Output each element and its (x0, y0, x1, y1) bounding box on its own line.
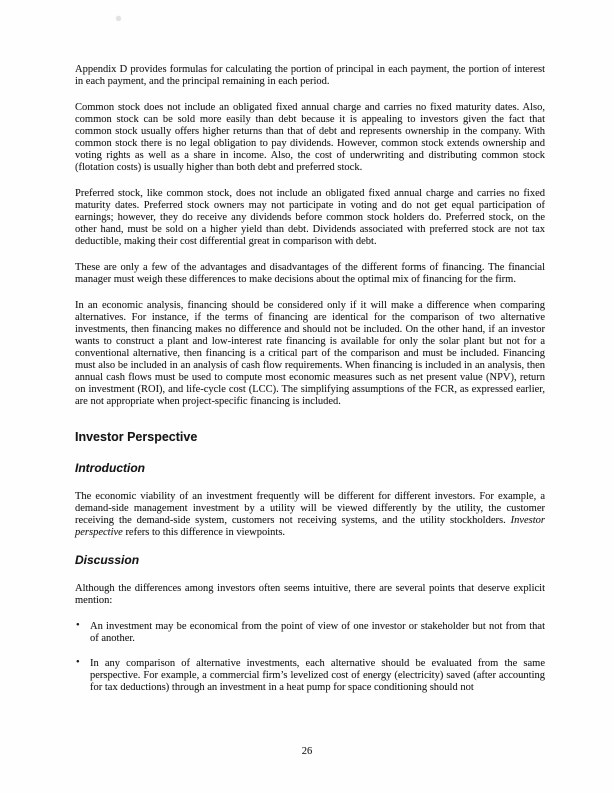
bullet-item (75, 658, 545, 694)
investor-viewpoints-text: The economic viability of an investment frequently will be different for different investors. For example, a demand-side management investment by a utility will be viewed differently by the utility, the customer receiving the demand-side system, customers not receiving systems, and the utility stockholders. (75, 491, 545, 526)
paragraph-financing-summary: These are only a few of the advantages and disadvantages of the different forms of financing. The financial manager must weigh these differences to make decisions about the optimal mix of financing for the firm. (75, 262, 545, 285)
paragraph-preferred-stock: Preferred stock, like common stock, does not include an obligated fixed annual charge and carries no fixed maturity dates. Preferred stock owners may not participate in voting and do not get equal participation of earnings; however, they do receive any dividends before common stock holders do. Preferred stock, on the other hand, must be sold on a higher yield than debt. Dividends associated with preferred stock are not tax deductible, making their cost differential great in comparison with debt. (75, 188, 545, 247)
section-heading-investor-perspective: Investor Perspective (75, 430, 198, 444)
scan-artifact (116, 16, 121, 21)
paragraph-common-stock: Common stock does not include an obligated fixed annual charge and carries no fixed maturity dates. Also, common stock can be sold more easily than debt because it is appealing to investors given the fact that common stock usually offers higher returns than that of debt and represents ownership in the company. With common stock there is no legal obligation to pay dividends. However, common stock extends ownership and voting rights as well as a share in income. Also, the cost of underwriting and distributing common stock (flotation costs) is usually higher than both debt and preferred stock. (75, 102, 545, 173)
bullet-item (75, 621, 545, 645)
paragraph-appendix-formulas: Appendix D provides formulas for calculating the portion of principal in each payment, the portion of interest in each payment, and the principal remaining in each period. (75, 64, 545, 87)
bullet-list (75, 621, 545, 694)
page-content (75, 64, 545, 707)
subsection-heading-discussion: Discussion (75, 553, 140, 567)
paragraph-discussion-lead: Although the differences among investors often seems intuitive, there are several points that deserve explicit mention: (75, 583, 545, 606)
investor-perspective-term: Investor perspective (75, 515, 545, 538)
bullet-text: An investment may be economical from the point of view of one investor or stakeholder but not from that of another. (90, 621, 545, 644)
paragraph-economic-analysis: In an economic analysis, financing should be considered only if it will make a difference when comparing alternatives. For instance, if the terms of financing are identical for the comparison of two alternative investments, then financing makes no difference and should not be included. On the other hand, if an investor wants to construct a plant and low-interest rate financing is available for only the solar plant but not for a conventional alternative, then financing is a critical part of the comparison and must be included. Financing must also be included in an analysis of cash flow requirements. When financing is included in an analysis, then annual cash flows must be used to compute most economic measures such as net present value (NPV), return on investment (ROI), and life-cycle cost (LCC). The simplifying assumptions of the FCR, as expressed earlier, are not appropriate when project-specific financing is included. (75, 300, 545, 407)
bullet-marker: • (76, 657, 80, 668)
bullet-marker: • (76, 620, 80, 631)
page-number: 26 (301, 746, 313, 757)
subsection-heading-introduction: Introduction (75, 461, 145, 475)
investor-viewpoints-continuation: refers to this difference in viewpoints. (122, 527, 286, 538)
bullet-text: In any comparison of alternative investments, each alternative should be evaluated from the same perspective. For example, a commercial firm’s levelized cost of energy (electricity) saved (after accounting for tax deductions) through an investment in a heat pump for space conditioning should not (90, 658, 545, 693)
paragraph-investor-viewpoints (75, 491, 545, 539)
